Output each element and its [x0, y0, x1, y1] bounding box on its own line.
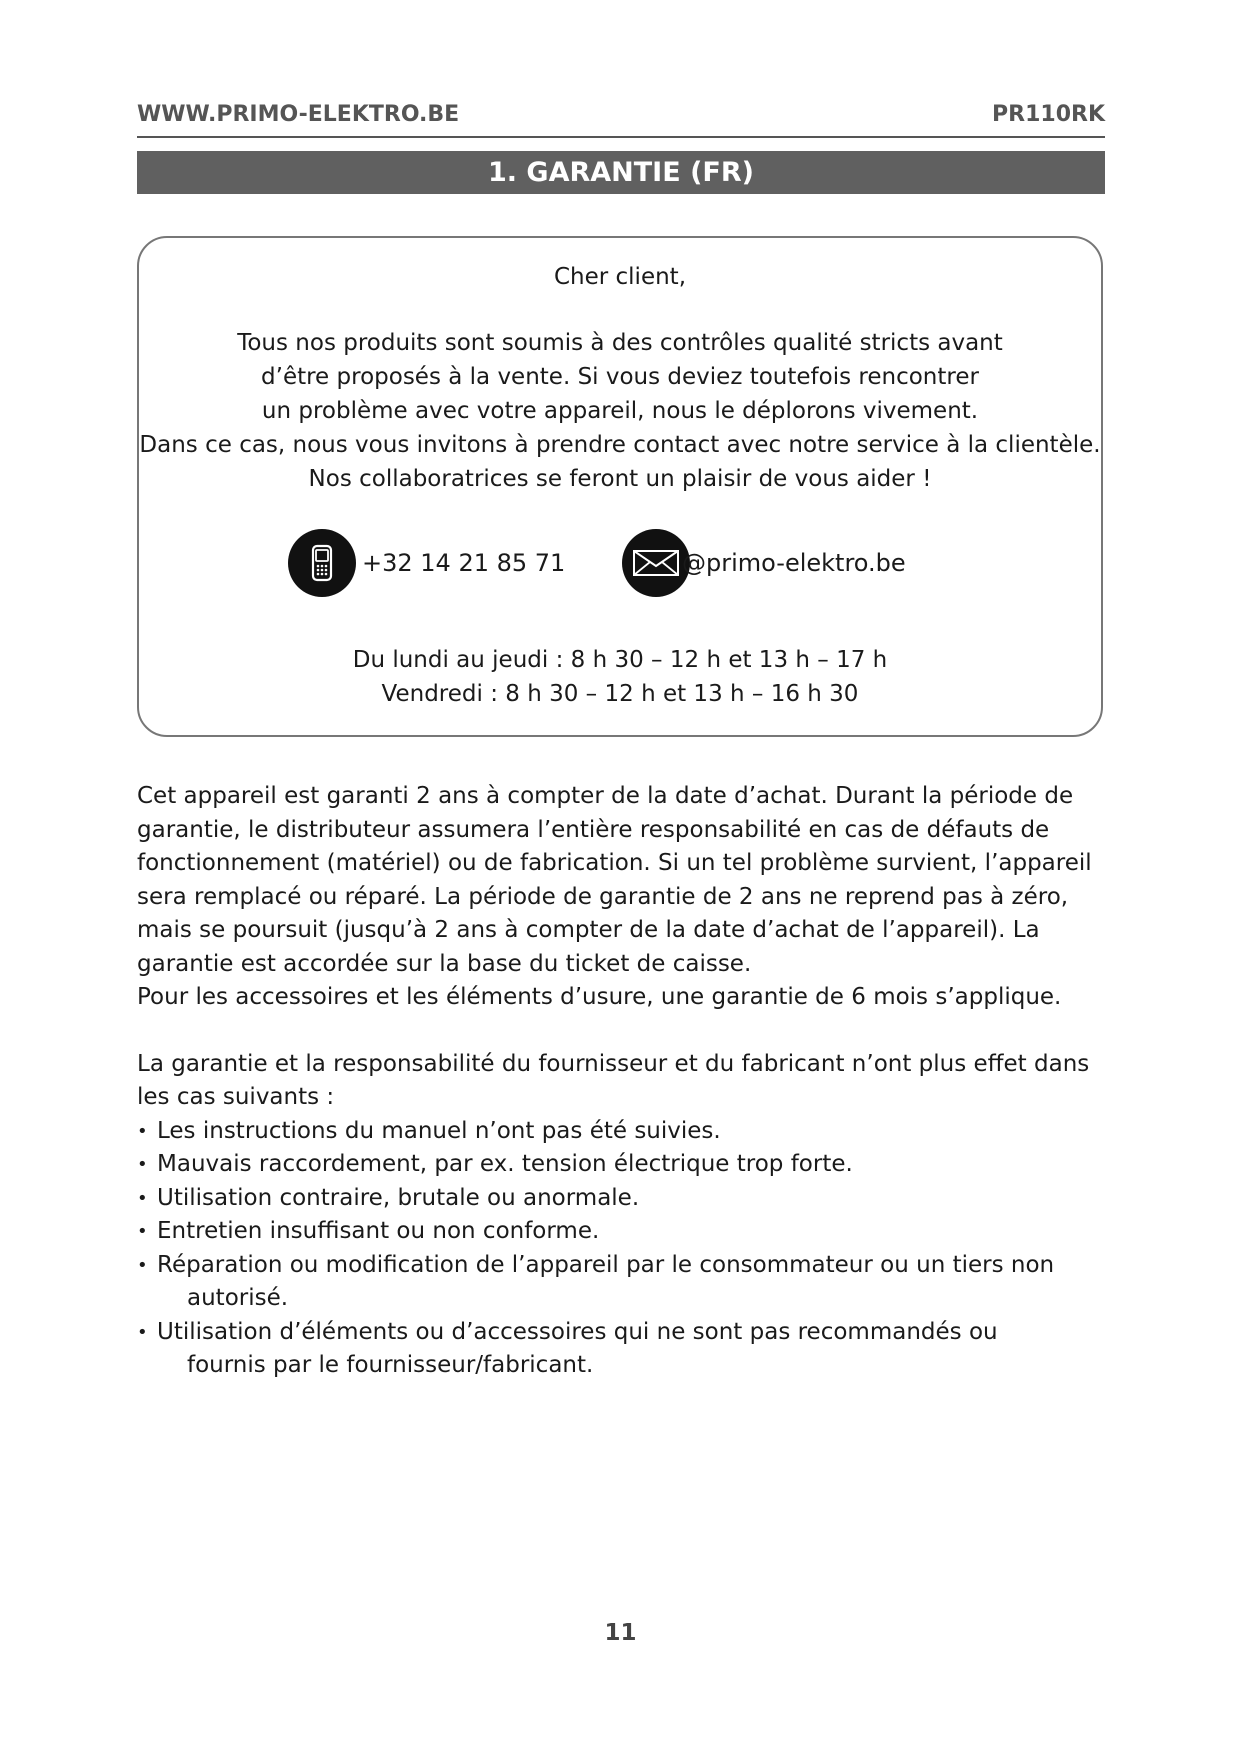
paragraph-line: garantie est accordée sur la base du ticket de caisse. [137, 950, 752, 977]
paragraph-line: La garantie et la responsabilité du fournisseur et du fabricant n’ont plus effet dans [137, 1050, 1090, 1077]
page-header [137, 102, 1105, 138]
website-url: WWW.PRIMO-ELEKTRO.BE [137, 102, 460, 127]
warranty-body [137, 780, 1117, 1383]
contact-box [137, 236, 1103, 737]
list-item [137, 1148, 1117, 1182]
list-item [137, 1182, 1117, 1216]
phone-contact [288, 528, 565, 598]
list-item-text: Entretien insuffisant ou non conforme. [157, 1218, 600, 1244]
section-title: 1. GARANTIE (FR) [137, 151, 1105, 194]
list-item-text: Les instructions du manuel n’ont pas été suivies. [157, 1117, 721, 1144]
list-item-continuation: fournis par le fournisseur/fabricant. [187, 1352, 594, 1378]
list-item [137, 1316, 1117, 1383]
intro-line: Nos collaboratrices se feront un plaisir de vous aider ! [308, 466, 932, 492]
greeting: Cher client, [553, 264, 687, 290]
list-item-continuation: autorisé. [187, 1285, 289, 1311]
list-item-text: Réparation ou modification de l’appareil par le consommateur ou un tiers non [157, 1251, 1055, 1278]
paragraph-line: les cas suivants : [137, 1084, 335, 1110]
list-item-text: Utilisation d’éléments ou d’accessoires qui ne sont pas recommandés ou [157, 1318, 998, 1345]
phone-icon [288, 529, 356, 597]
list-item-text: Utilisation contraire, brutale ou anormale. [157, 1184, 640, 1211]
hours-line: Vendredi : 8 h 30 – 12 h et 13 h – 16 h 30 [381, 681, 859, 707]
list-item [137, 1249, 1117, 1316]
paragraph-line: mais se poursuit (jusqu’à 2 ans à compter de la date d’achat de l’appareil). La [137, 917, 1040, 943]
exclusion-list [137, 1115, 1117, 1383]
phone-number[interactable]: +32 14 21 85 71 [362, 549, 566, 577]
intro-text [139, 326, 1101, 496]
email-contact [622, 528, 906, 598]
envelope-icon [622, 529, 690, 597]
list-item [137, 1115, 1117, 1149]
paragraph-line: Cet appareil est garanti 2 ans à compter de la date d’achat. Durant la période de [137, 783, 1074, 809]
opening-hours [139, 643, 1101, 711]
hours-line: Du lundi au jeudi : 8 h 30 – 12 h et 13 h – 17 h [352, 647, 888, 673]
paragraph-line: sera remplacé ou réparé. La période de garantie de 2 ans ne reprend pas à zéro, [137, 883, 1069, 910]
intro-line: d’être proposés à la vente. Si vous deviez toutefois rencontrer [261, 364, 979, 390]
contact-row [139, 528, 1101, 598]
intro-line: Tous nos produits sont soumis à des contrôles qualité stricts avant [237, 330, 1003, 356]
page-number: 11 [604, 1620, 637, 1646]
paragraph-line: fonctionnement (matériel) ou de fabrication. Si un tel problème survient, l’appareil [137, 850, 1092, 876]
email-address[interactable]: @primo-elektro.be [682, 549, 906, 577]
model-number: PR110RK [992, 102, 1105, 127]
list-item-text: Mauvais raccordement, par ex. tension électrique trop forte. [157, 1151, 853, 1177]
intro-line: Dans ce cas, nous vous invitons à prendre contact avec notre service à la clientèle. [139, 432, 1101, 458]
list-item [137, 1215, 1117, 1249]
paragraph-line: garantie, le distributeur assumera l’entière responsabilité en cas de défauts de [137, 816, 1050, 843]
intro-line: un problème avec votre appareil, nous le déplorons vivement. [261, 398, 979, 424]
paragraph-line: Pour les accessoires et les éléments d’usure, une garantie de 6 mois s’applique. [137, 984, 1062, 1010]
